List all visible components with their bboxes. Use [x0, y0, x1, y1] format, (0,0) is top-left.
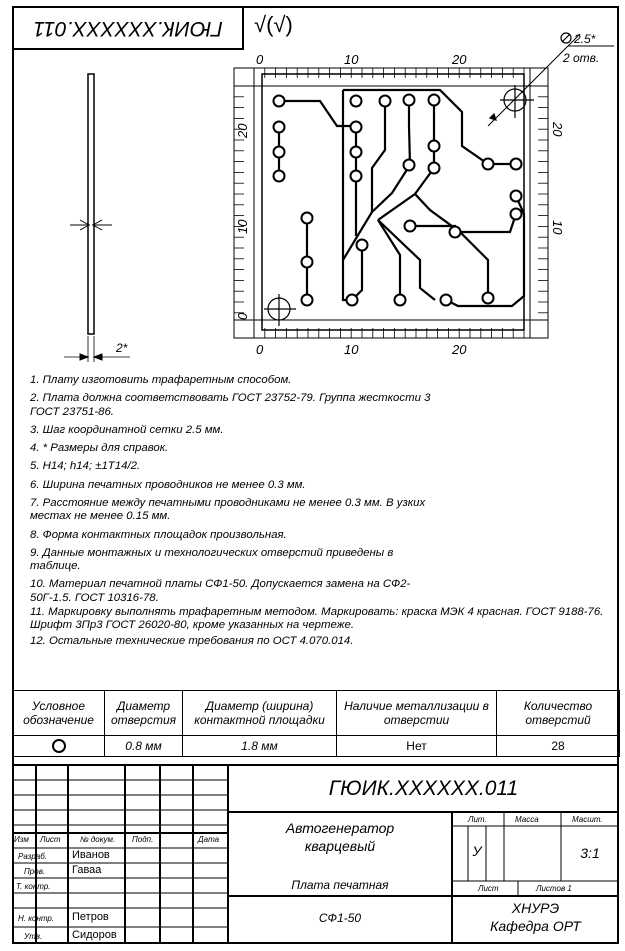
contact-pad: [302, 257, 313, 268]
stamp-title-line2: кварцевый: [304, 838, 376, 854]
contact-pad: [351, 122, 362, 133]
person-checker: Гаваа: [72, 864, 102, 876]
x-label-0-top: 0: [256, 52, 264, 67]
letter-value: У: [472, 843, 482, 859]
person-ncontrol: Петров: [72, 911, 109, 923]
th-symbol: Условное обозначение: [13, 691, 105, 736]
lit-label: Лит.: [468, 815, 487, 824]
scale-label: Масшт.: [572, 815, 603, 824]
col-doc: № докум.: [80, 835, 116, 844]
note-6: 6. Ширина печатных проводников не менее 0.3 мм.: [30, 478, 306, 491]
contact-pad: [347, 295, 358, 306]
note-8: 8. Форма контактных площадок произвольная.: [30, 528, 287, 541]
stamp-doc-name: Плата печатная: [291, 878, 389, 892]
note-3: 3. Шаг координатной сетки 2.5 мм.: [30, 423, 224, 436]
contact-pad: [404, 95, 415, 106]
contact-pad: [380, 96, 391, 107]
contact-pad: [511, 191, 522, 202]
top-designation: ГЮИК.XXXXXX.011: [12, 6, 244, 50]
mass-label: Масса: [515, 815, 539, 824]
role-developer: Разраб.: [18, 852, 47, 861]
contact-pad: [429, 163, 440, 174]
note-5: 5. H14; h14; ±1T14/2.: [30, 460, 141, 473]
col-list: Лист: [40, 835, 61, 844]
td-pad-diameter: 1.8 мм: [183, 736, 337, 757]
note-11: 11. Маркировку выполнять трафаретным методом. Маркировать: краска МЭК 4 красная. ГОСТ 9188-76. Шрифт 3Пр3 ГОСТ 26020-80, кроме указанных на чертеже.: [30, 605, 604, 632]
x-label-20-bottom: 20: [452, 342, 467, 357]
contact-pad: [302, 213, 313, 224]
note-1: 1. Плату изготовить трафаретным способом.: [30, 374, 292, 386]
contact-pad: [351, 171, 362, 182]
td-count: 28: [497, 736, 620, 757]
th-pad-diameter: Диаметр (ширина) контактной площадки: [183, 691, 337, 736]
y-label-10-right: 10: [550, 220, 565, 235]
grid-ticks: [234, 68, 548, 338]
stamp-material: СФ1-50: [318, 911, 362, 925]
y-label-10-left: 10: [235, 219, 250, 234]
hole-table: [12, 690, 619, 757]
role-tcontrol: Т. контр.: [16, 882, 51, 891]
contact-pad: [429, 95, 440, 106]
contact-pad: [404, 160, 415, 171]
sheets-label: Листов 1: [536, 884, 572, 893]
stamp-designation: ГЮИК.XXXXXX.011: [328, 777, 519, 800]
mounting-hole-bottom-left: [264, 294, 296, 326]
thickness-dimension: 2*: [116, 341, 128, 355]
contact-pad: [351, 96, 362, 107]
sheet-label: Лист: [478, 884, 499, 893]
person-developer: Иванов: [72, 849, 110, 861]
col-date: Дата: [198, 835, 220, 844]
td-plating: Нет: [337, 736, 497, 757]
y-label-20-left: 20: [235, 123, 250, 138]
board-outline: [262, 74, 524, 330]
y-label-20-right: 20: [550, 122, 565, 137]
contact-pad: [511, 209, 522, 220]
stamp-org-line1: ХНУРЭ: [511, 900, 560, 916]
x-label-20-top: 20: [452, 52, 467, 67]
hole-callout-size: 2.5*: [574, 32, 596, 46]
board-side-view: [64, 74, 130, 362]
person-approver: Сидоров: [72, 929, 117, 941]
col-izm: Изм: [14, 835, 29, 844]
td-symbol: [13, 736, 105, 757]
note-9: 9. Данные монтажных и технологических отверстий приведены в таблице.: [30, 546, 394, 573]
stamp-title-line1: Автогенератор: [285, 820, 395, 836]
role-checker: Пров.: [24, 867, 46, 876]
x-label-0-bottom: 0: [256, 342, 264, 357]
contact-pad: [483, 159, 494, 170]
contact-pad: [395, 295, 406, 306]
th-plating: Наличие металлизации в отверстии: [337, 691, 497, 736]
contact-pad: [511, 159, 522, 170]
contact-pad: [483, 293, 494, 304]
contact-pad: [357, 240, 368, 251]
scale-value: 3:1: [580, 845, 600, 861]
copper-traces: [279, 90, 524, 306]
role-approver: Утв.: [24, 932, 43, 941]
note-2: 2. Плата должна соответствовать ГОСТ 23752-79. Группа жесткости 3 ГОСТ 23751-86.: [30, 392, 431, 418]
hole-callout-count: 2 отв.: [563, 51, 600, 65]
roughness-symbol: √(√): [254, 12, 293, 37]
td-hole-diameter: 0.8 мм: [105, 736, 183, 757]
note-7: 7. Расстояние между печатными проводниками не менее 0.3 мм. В узких местах не менее 0.15 мм.: [30, 496, 426, 523]
th-count: Количество отверстий: [497, 691, 620, 736]
contact-pad: [441, 295, 452, 306]
stamp-org-line2: Кафедра ОРТ: [490, 918, 581, 934]
y-label-0-left: 0: [235, 312, 250, 320]
role-ncontrol: Н. контр.: [18, 914, 55, 923]
mounting-hole-top-right: [488, 33, 614, 126]
contact-pads: [274, 95, 522, 306]
contact-pad: [274, 96, 285, 107]
note-12: 12. Остальные технические требования по ОСТ 4.070.014.: [30, 634, 354, 647]
x-label-10-top: 10: [344, 52, 359, 67]
hole-symbol-icon: [52, 739, 66, 753]
technical-notes: [30, 374, 610, 653]
col-sign: Подп.: [132, 835, 154, 844]
note-4: 4. * Размеры для справок.: [30, 442, 169, 455]
th-hole-diameter: Диаметр отверстия: [105, 691, 183, 736]
contact-pad: [450, 227, 461, 238]
note-10: 10. Материал печатной платы СФ1-50. Допускается замена на СФ2-50Г-1.5. ГОСТ 10316-78.: [30, 578, 411, 605]
contact-pad: [351, 147, 362, 158]
contact-pad: [274, 171, 285, 182]
coordinate-grid: [234, 68, 548, 338]
contact-pad: [405, 221, 416, 232]
contact-pad: [274, 122, 285, 133]
x-label-10-bottom: 10: [344, 342, 359, 357]
contact-pad: [302, 295, 313, 306]
contact-pad: [429, 141, 440, 152]
contact-pad: [274, 147, 285, 158]
